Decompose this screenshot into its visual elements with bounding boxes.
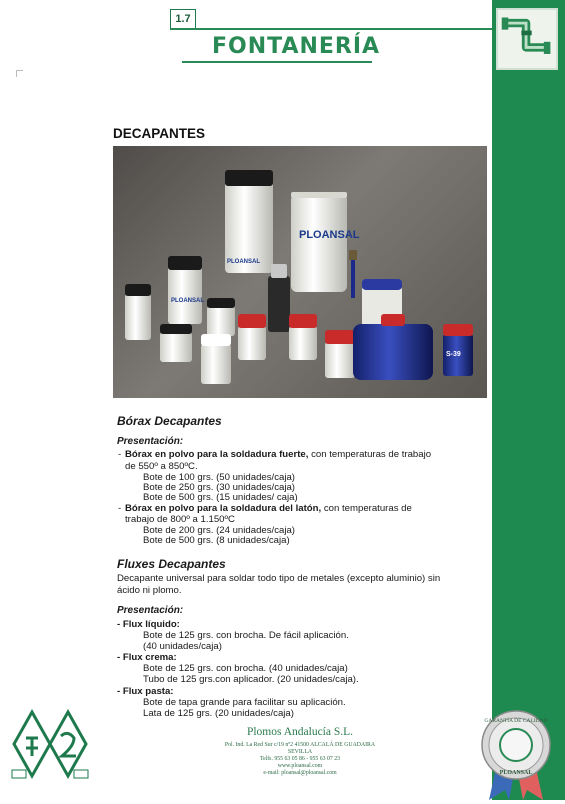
borax-item-dash: - (118, 449, 122, 460)
borax-item-1-rest: con temperaturas de trabajo (308, 449, 432, 460)
quality-seal-icon (479, 708, 553, 800)
category-title: FONTANERÍA (212, 34, 381, 59)
flux-crema-line: Tubo de 125 grs.con aplicador. (20 unidades/caja). (143, 674, 359, 685)
borax-item-1-bold: Bórax en polvo para la soldadura fuerte, (125, 449, 309, 460)
borax-item-2-bold: Bórax en polvo para la soldadura del latón, (125, 503, 322, 514)
fluxes-title: Fluxes Decapantes (117, 557, 226, 571)
company-email: e-mail: ploansal@ploansal.com (263, 770, 337, 776)
company-logo (10, 708, 92, 780)
fluxes-presentacion-label: Presentación: (117, 605, 184, 616)
seal-text: GARANTÍA DE CALIDAD (484, 718, 548, 724)
borax-item-2-rest: con temperaturas de (321, 503, 412, 514)
photo-label: PLOANSAL (299, 229, 360, 241)
borax-title: Bórax Decapantes (117, 414, 222, 428)
company-address: Pol. Ind. La Red Sur c/19 nº2 41500 ALCALÁ DE GUADAIRA (224, 742, 376, 748)
side-color-bar (492, 0, 565, 800)
photo-label: PLOANSAL (171, 298, 204, 304)
fluxes-description: ácido ni plomo. (117, 585, 182, 596)
flux-liquido-line: (40 unidades/caja) (143, 641, 222, 652)
seal-brand: PLOANSAL (499, 770, 533, 776)
borax-item-1-line: Bote de 500 grs. (15 unidades/ caja) (143, 492, 298, 503)
fluxes-description: Decapante universal para soldar todo tipo de metales (excepto aluminio) sin (117, 573, 441, 584)
photo-label: PLOANSAL (227, 259, 260, 265)
borax-item-2-cont: trabajo de 800º a 1.150ºC (125, 514, 235, 525)
header-rule (170, 28, 492, 30)
category-underline (182, 61, 372, 63)
plumbing-pipe-icon (496, 8, 558, 70)
flux-liquido-line: Bote de 125 grs. con brocha. De fácil aplicación. (143, 630, 349, 641)
company-city: SEVILLA (287, 749, 313, 755)
section-title: DECAPANTES (113, 126, 206, 141)
photo-label: S-39 (446, 351, 461, 358)
borax-item-1-cont: de 550º a 850ºC. (125, 461, 198, 472)
company-phone: Telfs. 955 63 05 86 - 955 63 07 23 (259, 756, 341, 762)
company-name: Plomos Andalucía S.L. (246, 726, 354, 738)
borax-item-2 (125, 503, 412, 514)
flux-crema-line: Bote de 125 grs. con brocha. (40 unidades/caja) (143, 663, 348, 674)
flux-pasta-line: Bote de tapa grande para facilitar su aplicación. (143, 697, 346, 708)
flux-pasta-label: - Flux pasta: (117, 686, 174, 697)
product-photo (113, 146, 487, 398)
company-website: www.ploansal.com (277, 763, 323, 769)
borax-item-1-line: Bote de 250 grs. (30 unidades/caja) (143, 482, 296, 493)
crop-mark (16, 70, 23, 77)
borax-presentacion-label: Presentación: (117, 436, 184, 447)
flux-liquido-label: - Flux líquido: (117, 619, 180, 630)
borax-item-2-line: Bote de 500 grs. (8 unidades/caja) (143, 535, 290, 546)
flux-crema-label: - Flux crema: (117, 652, 177, 663)
page-number: 1.7 (170, 9, 196, 29)
borax-item-1 (125, 449, 431, 460)
borax-item-2-line: Bote de 200 grs. (24 unidades/caja) (143, 525, 296, 536)
borax-item-1-line: Bote de 100 grs. (50 unidades/caja) (143, 472, 296, 483)
flux-pasta-line: Lata de 125 grs. (20 unidades/caja) (143, 708, 294, 719)
borax-item-dash: - (118, 503, 122, 514)
